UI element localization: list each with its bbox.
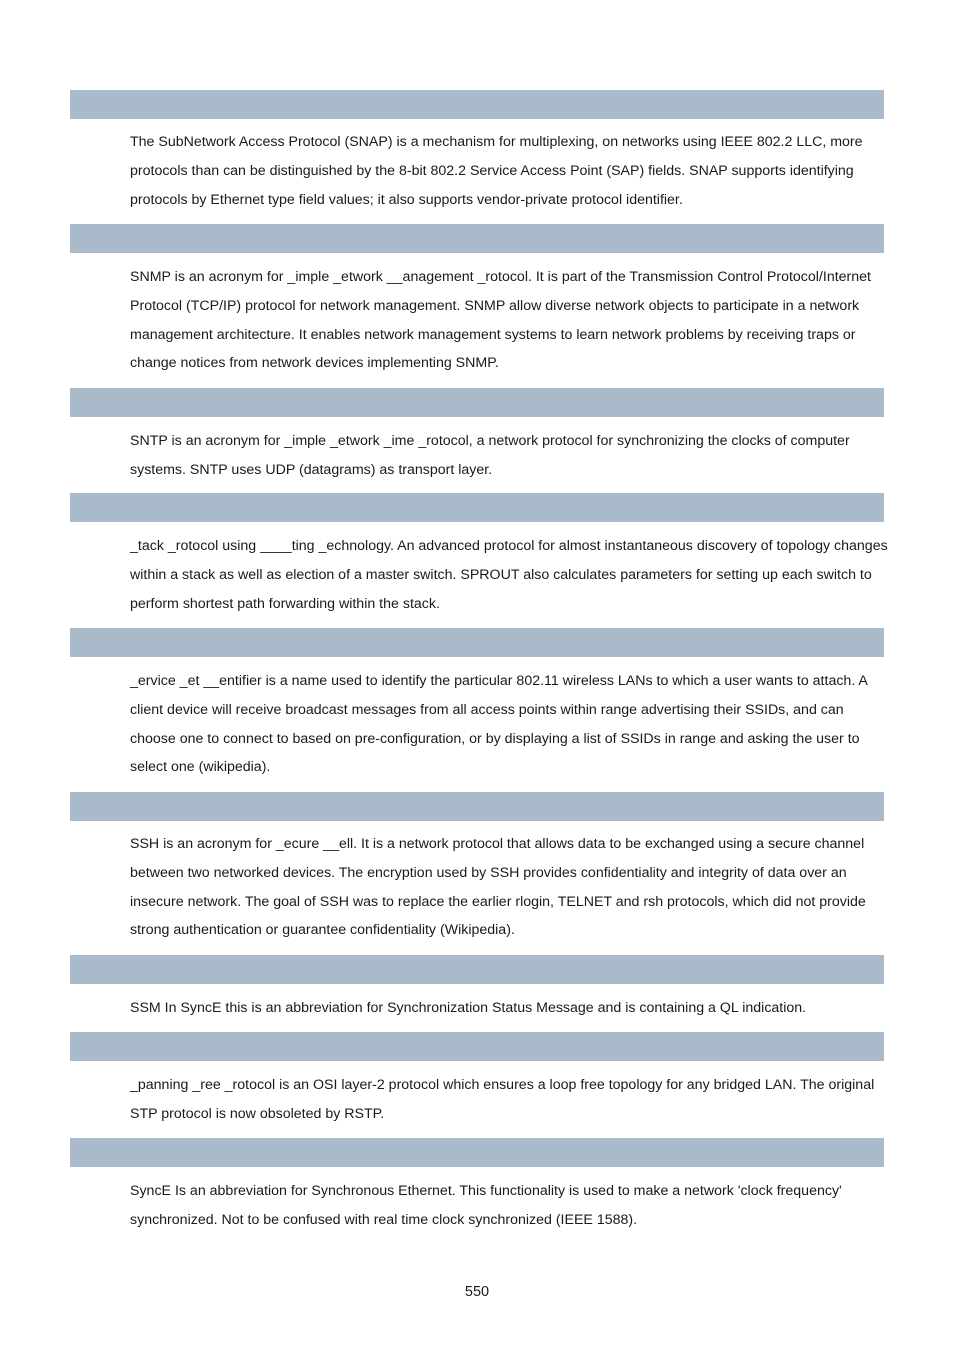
page-number: 550 (464, 1284, 490, 1300)
definition-text: _panning _ree _rotocol is an OSI layer-2 protocol which ensures a loop free topology for any bridged LAN. The original STP protocol is now obsoleted by RSTP. (130, 1077, 875, 1122)
definition-text: _ervice _et __entifier is a name used to identify the particular 802.11 wireless LANs to which a user wants to attach. A client device will receive broadcast messages from all access points within range advertising their SSIDs, and can choose one to connect to based on pre-configuration, or by displaying a list of SSIDs in range and asking the user to select one (wikipedia). (130, 673, 868, 776)
definition-text: _tack _rotocol using ____ting _echnology. An advanced protocol for almost instantaneous discovery of topology changes within a stack as well as election of a master switch. SPROUT also calculates parameters for setting up each switch to perform shortest path forwarding within the stack. (130, 538, 888, 612)
section-header-bar (70, 224, 884, 253)
definition-text: SNTP is an acronym for _imple _etwork _ime _rotocol, a network protocol for synchronizing the clocks of computer systems. SNTP uses UDP (datagrams) as transport layer. (130, 433, 850, 478)
definition-text: The SubNetwork Access Protocol (SNAP) is a mechanism for multiplexing, on networks using IEEE 802.2 LLC, more protocols than can be distinguished by the 8-bit 802.2 Service Access Point (SAP) fields. SNAP supports identifying protocols by Ethernet type field values; it also supports vendor-private protocol identifier. (130, 134, 863, 208)
section-header-bar (70, 388, 884, 417)
section-header-bar (70, 792, 884, 821)
section-header-bar (70, 90, 884, 119)
section-header-bar (70, 1032, 884, 1061)
definition-text: SNMP is an acronym for _imple _etwork __anagement _rotocol. It is part of the Transmission Control Protocol/Internet Protocol (TCP/IP) protocol for network management. SNMP allow diverse network objects to participate in a network management architecture. It enables network management systems to learn network problems by receiving traps or change notices from network devices implementing SNMP. (130, 269, 871, 372)
section-header-bar (70, 493, 884, 522)
section-header-bar (70, 1138, 884, 1167)
definition-text: SyncE Is an abbreviation for Synchronous Ethernet. This functionality is used to make a network 'clock frequency' synchronized. Not to be confused with real time clock synchronized (IEEE 1588). (130, 1183, 842, 1228)
definition-text: SSH is an acronym for _ecure __ell. It is a network protocol that allows data to be exchanged using a secure channel between two networked devices. The encryption used by SSH provides confidentiality and integrity of data over an insecure network. The goal of SSH was to replace the earlier rlogin, TELNET and rsh protocols, which did not provide strong authentication or guarantee confidentiality (Wikipedia). (130, 836, 866, 939)
section-header-bar (70, 955, 884, 984)
section-header-bar (70, 628, 884, 657)
definition-text: SSM In SyncE this is an abbreviation for Synchronization Status Message and is containing a QL indication. (130, 1000, 807, 1016)
